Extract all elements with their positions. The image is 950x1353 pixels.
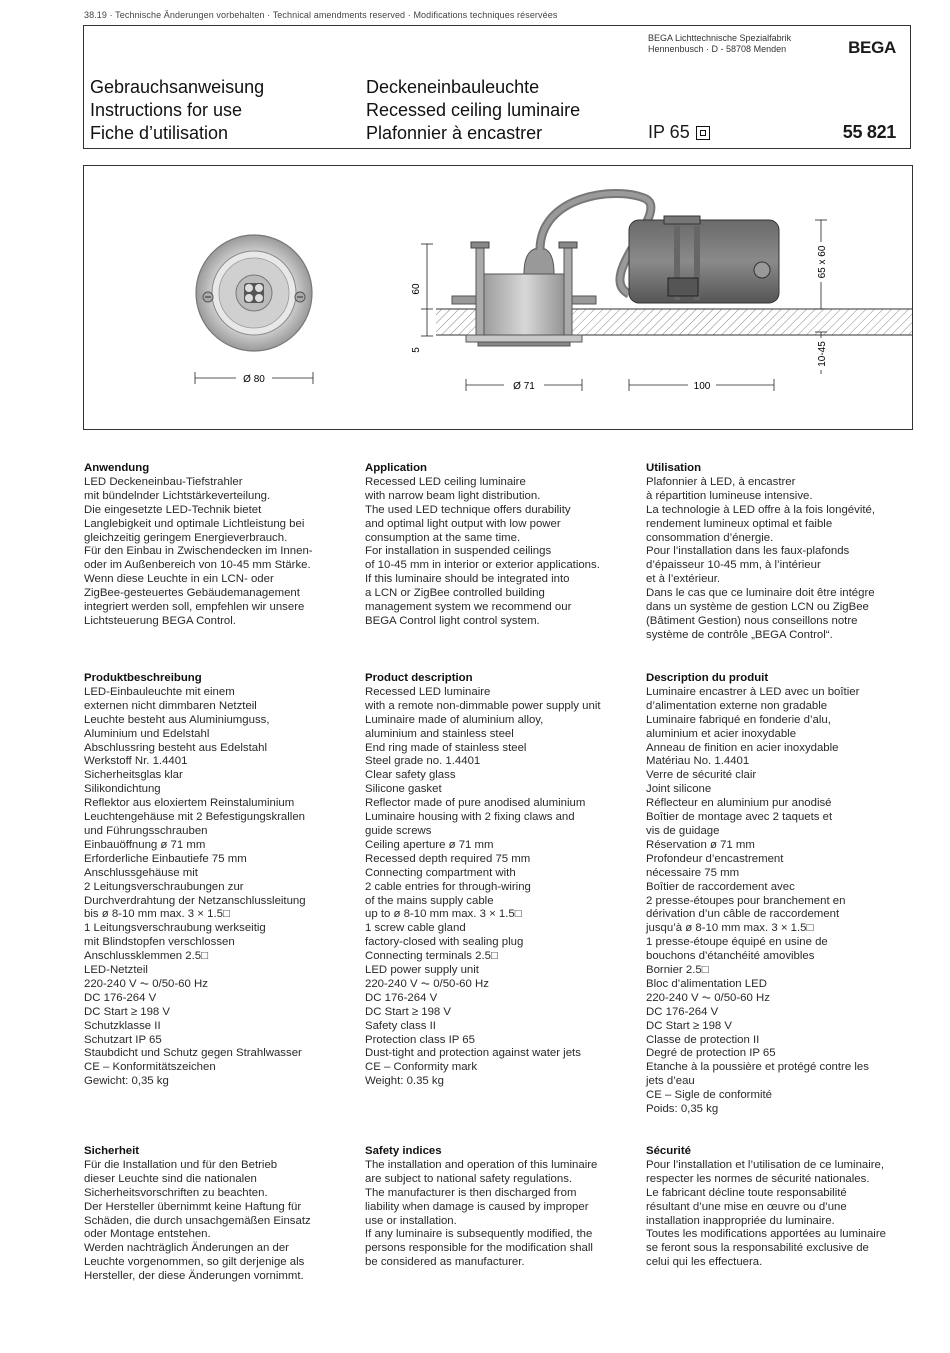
text-line: 1 presse-étoupe équipé en usine de — [646, 936, 828, 949]
text-line: Profondeur d’encastrement — [646, 852, 784, 865]
text-line: externen nicht dimmbaren Netzteil — [84, 699, 257, 712]
text-line: d’alimentation externe non gradable — [646, 699, 828, 712]
section-safety-en — [365, 1145, 597, 1270]
text-line: Dans le cas que ce luminaire doit être intégre — [646, 587, 875, 600]
text-line: ZigBee-gesteuertes Gebäudemanagement — [84, 587, 300, 600]
text-line: Leuchte vorgenommen, so gilt derjenige als — [84, 1256, 305, 1269]
text-line: vis de guidage — [646, 824, 720, 837]
text-line: Der Hersteller übernimmt keine Haftung für — [84, 1200, 302, 1213]
heading-product-de: Produktbeschreibung — [84, 672, 202, 684]
heading-application-en: Application — [365, 462, 428, 474]
technical-drawing — [84, 166, 913, 430]
text-line: Luminaire housing with 2 fixing claws and — [365, 811, 575, 824]
text-line: Recessed LED ceiling luminaire — [365, 475, 526, 488]
text-line: Gewicht: 0,35 kg — [84, 1075, 169, 1088]
text-line: Etanche à la poussière et protégé contre les — [646, 1061, 869, 1074]
text-line: Classe de protection II — [646, 1033, 760, 1046]
text-line: LED power supply unit — [365, 964, 479, 977]
text-line: 2 presse-étoupes pour branchement en — [646, 894, 846, 907]
text-line: oder im Außenbereich von 10-45 mm Stärke. — [84, 559, 311, 572]
section-application-de — [84, 462, 313, 629]
document-type-titles — [90, 76, 264, 145]
section-product-en — [365, 672, 601, 1089]
height-dimension — [410, 244, 433, 353]
text-line: Joint silicone — [646, 783, 712, 796]
text-product-fr — [646, 686, 869, 1117]
text-line: a LCN or ZigBee controlled building — [365, 587, 545, 600]
text-line: (Bâtiment Gestion) nous conseillons notre — [646, 614, 858, 627]
text-line: Schäden, die durch unsachgemäßen Einsatz — [84, 1214, 311, 1227]
company-line-2: Hennenbusch · D - 58708 Menden — [648, 44, 787, 54]
text-line: management system we recommend our — [365, 601, 572, 614]
text-line: et à l’extérieur. — [646, 573, 721, 586]
text-line: Dust-tight and protection against water jets — [365, 1047, 581, 1060]
text-line: LED-Netzteil — [84, 964, 148, 977]
text-line: Toutes les modifications apportées au luminaire — [646, 1228, 886, 1241]
section-safety-fr — [646, 1145, 886, 1270]
text-safety-de — [84, 1159, 311, 1284]
text-line: mit bündelnder Lichtstärkeverteilung. — [84, 489, 271, 502]
text-line: Sicherheitsglas klar — [84, 769, 183, 782]
text-line: with narrow beam light distribution. — [365, 489, 541, 502]
dim-side-diameter-label: Ø 71 — [513, 381, 535, 392]
text-line: Schutzklasse II — [84, 1019, 161, 1032]
section-product-de — [84, 672, 306, 1089]
text-line: oder Montage entstehen. — [84, 1228, 211, 1241]
text-line: 220-240 V ⏦ 0/50-60 Hz — [365, 977, 489, 990]
text-line: BEGA Control light control system. — [365, 614, 540, 627]
text-line: und Führungsschrauben — [84, 824, 208, 837]
company-line-1: BEGA Lichttechnische Spezialfabrik — [648, 33, 792, 43]
text-line: of the mains supply cable — [365, 894, 494, 907]
text-line: jusqu’à ø 8-10 mm max. 3 × 1.5□ — [646, 922, 814, 935]
text-line: 2 Leitungsverschraubungen zur — [84, 880, 244, 893]
protection-class-ii-icon — [696, 126, 710, 140]
section-application-fr — [646, 462, 875, 643]
text-application-de — [84, 476, 313, 629]
text-application-fr — [646, 476, 875, 643]
text-line: Anschlussgehäuse mit — [84, 866, 198, 879]
text-line: Wenn diese Leuchte in ein LCN- oder — [84, 573, 274, 586]
text-line: Le fabricant décline toute responsabilité — [646, 1186, 847, 1199]
text-line: Pour l’installation et l’utilisation de ce luminaire, — [646, 1158, 885, 1171]
text-line: Safety class II — [365, 1019, 436, 1032]
text-line: Einbauöffnung ø 71 mm — [84, 838, 206, 851]
text-line: Erforderliche Einbautiefe 75 mm — [84, 852, 247, 865]
text-line: dérivation d’un câble de raccordement — [646, 908, 840, 921]
heading-application-fr: Utilisation — [646, 462, 702, 474]
text-line: mit Blindstopfen verschlossen — [84, 936, 235, 949]
text-line: Clear safety glass — [365, 769, 456, 782]
text-line: aluminium and stainless steel — [365, 727, 514, 740]
product-title-en: Recessed ceiling luminaire — [366, 100, 581, 120]
text-line: Boîtier de raccordement avec — [646, 880, 795, 893]
dim-driver-length-label: 100 — [693, 381, 711, 392]
text-line: integriert werden soll, empfehlen wir unsere — [84, 601, 305, 614]
text-line: DC 176-264 V — [365, 991, 438, 1004]
text-line: End ring made of stainless steel — [365, 741, 527, 754]
text-line: Verre de sécurité clair — [646, 769, 757, 782]
text-line: of 10-45 mm in interior or exterior applications. — [365, 559, 600, 572]
text-line: CE – Sigle de conformité — [646, 1089, 772, 1102]
text-line: Schutzart IP 65 — [84, 1033, 162, 1046]
ip-rating-text: IP 65 — [648, 122, 690, 142]
text-line: consommation d’énergie. — [646, 531, 774, 544]
text-safety-en — [365, 1159, 597, 1270]
text-line: aluminium et acier inoxydable — [646, 727, 797, 740]
text-line: Connecting terminals 2.5□ — [365, 950, 498, 963]
text-line: Leuchtengehäuse mit 2 Befestigungskrallen — [84, 811, 305, 824]
text-line: se feront sous la responsabilité exclusive de — [646, 1242, 869, 1255]
text-line: For installation in suspended ceilings — [365, 545, 552, 558]
text-line: Boîtier de montage avec 2 taquets et — [646, 811, 833, 824]
text-line: If any luminaire is subsequently modified, the — [365, 1228, 593, 1241]
company-address — [648, 33, 791, 55]
text-line: liability when damage is caused by improper — [365, 1200, 589, 1213]
text-line: Die eingesetzte LED-Technik bietet — [84, 503, 262, 516]
text-line: The installation and operation of this luminaire — [365, 1158, 598, 1171]
heading-safety-fr: Sécurité — [646, 1145, 691, 1157]
text-line: Für die Installation und für den Betrieb — [84, 1158, 278, 1171]
side-diameter-dimension — [466, 378, 582, 392]
text-line: d’épaisseur 10-45 mm, à l’intérieur — [646, 559, 821, 572]
text-line: DC 176-264 V — [646, 1005, 719, 1018]
text-line: Silicone gasket — [365, 783, 442, 796]
ceiling-thickness-dimension — [813, 332, 829, 374]
text-line: respecter les normes de sécurité nationales. — [646, 1172, 870, 1185]
text-line: Luminaire fabriqué en fonderie d’alu, — [646, 713, 831, 726]
text-line: Langlebigkeit und optimale Lichtleistung bei — [84, 517, 305, 530]
text-product-de — [84, 686, 306, 1089]
text-line: 2 cable entries for through-wiring — [365, 880, 531, 893]
text-line: Werkstoff Nr. 1.4401 — [84, 755, 188, 768]
product-title-fr: Plafonnier à encastrer — [366, 123, 543, 143]
text-line: Staubdicht und Schutz gegen Strahlwasser — [84, 1047, 302, 1060]
driver-section-dimension — [813, 220, 829, 309]
dim-front-diameter-label: Ø 80 — [243, 374, 265, 385]
dim-ceiling-thickness-label: 10-45 — [817, 341, 828, 367]
text-line: installation inappropriée du luminaire. — [646, 1214, 835, 1227]
section-application-en — [365, 462, 600, 629]
front-view — [196, 235, 312, 351]
text-line: are subject to national safety regulations. — [365, 1172, 573, 1185]
text-line: Abschlussring besteht aus Edelstahl — [84, 741, 267, 754]
text-line: Leuchte besteht aus Aluminiumguss, — [84, 713, 270, 726]
text-product-en — [365, 686, 601, 1089]
text-line: Recessed depth required 75 mm — [365, 852, 531, 865]
text-line: Lichtsteuerung BEGA Control. — [84, 614, 236, 627]
text-line: factory-closed with sealing plug — [365, 936, 524, 949]
text-line: Plafonnier à LED, à encastrer — [646, 475, 796, 488]
front-diameter-dimension — [195, 371, 313, 385]
heading-safety-de: Sicherheit — [84, 1145, 140, 1157]
text-line: CE – Konformitätszeichen — [84, 1061, 216, 1074]
text-line: Aluminium und Edelstahl — [84, 727, 210, 740]
text-line: Ceiling aperture ø 71 mm — [365, 838, 494, 851]
text-line: dieser Leuchte sind die nationalen — [84, 1172, 257, 1185]
section-product-fr — [646, 672, 869, 1117]
header-box — [83, 25, 911, 149]
text-line: rendement lumineux optimal et faible — [646, 517, 833, 530]
text-line: use or installation. — [365, 1214, 457, 1227]
text-line: Hersteller, der diese Änderungen vornimmt. — [84, 1270, 304, 1283]
text-line: The manufacturer is then discharged from — [365, 1186, 577, 1199]
text-line: bis ø 8-10 mm max. 3 × 1.5□ — [84, 908, 230, 921]
text-line: 1 Leitungsverschraubung werkseitig — [84, 922, 266, 935]
text-line: 1 screw cable gland — [365, 922, 466, 935]
text-line: with a remote non-dimmable power supply unit — [365, 699, 601, 712]
text-line: Luminaire made of aluminium alloy, — [365, 713, 544, 726]
heading-product-fr: Description du produit — [646, 672, 769, 684]
text-line: CE – Conformity mark — [365, 1061, 478, 1074]
text-line: Reflektor aus eloxiertem Reinstaluminium — [84, 797, 295, 810]
doc-title-de: Gebrauchsanweisung — [90, 77, 265, 97]
dim-driver-section-label: 65 x 60 — [817, 245, 828, 279]
text-line: dans un système de gestion LCN ou ZigBee — [646, 601, 869, 614]
text-line: consumption at the same time. — [365, 531, 521, 544]
text-line: Durchverdrahtung der Netzanschlussleitung — [84, 894, 306, 907]
text-line: Poids: 0,35 kg — [646, 1103, 719, 1116]
text-line: Werden nachträglich Änderungen an der — [84, 1242, 289, 1255]
text-line: Protection class IP 65 — [365, 1033, 475, 1046]
article-number: 55 821 — [842, 122, 896, 142]
text-line: LED-Einbauleuchte mit einem — [84, 685, 235, 698]
text-line: Bornier 2.5□ — [646, 964, 709, 977]
doc-title-en: Instructions for use — [90, 100, 243, 120]
text-line: Anschlussklemmen 2.5□ — [84, 950, 209, 963]
text-line: Réservation ø 71 mm — [646, 838, 755, 851]
text-line: Für den Einbau in Zwischendecken im Innen- — [84, 545, 313, 558]
text-line: celui qui les effectuera. — [646, 1256, 763, 1269]
text-line: DC Start ≥ 198 V — [84, 1005, 171, 1018]
text-line: up to ø 8-10 mm max. 3 × 1.5□ — [365, 908, 522, 921]
text-line: résultant d’une mise en œuvre ou d’une — [646, 1200, 847, 1213]
dim-ring-label: 5 — [411, 347, 422, 353]
text-line: Reflector made of pure anodised aluminium — [365, 797, 586, 810]
dim-height-label: 60 — [411, 283, 422, 295]
text-line: jets d’eau — [646, 1075, 695, 1088]
text-line: LED Deckeneinbau-Tiefstrahler — [84, 475, 243, 488]
text-line: Réflecteur en aluminium pur anodisé — [646, 797, 832, 810]
ip-rating — [648, 122, 710, 143]
brand-logo: BEGA — [848, 38, 896, 57]
text-line: and optimal light output with low power — [365, 517, 561, 530]
product-title-de: Deckeneinbauleuchte — [366, 77, 540, 97]
text-line: gleichzeitig geringem Energieverbrauch. — [84, 531, 288, 544]
text-line: DC Start ≥ 198 V — [646, 1019, 733, 1032]
text-line: bouchons d’étanchéité amovibles — [646, 950, 815, 963]
text-line: Sicherheitsvorschriften zu beachten. — [84, 1186, 268, 1199]
text-safety-fr — [646, 1159, 886, 1270]
text-line: Luminaire encastrer à LED avec un boîtier — [646, 685, 860, 698]
text-line: Bloc d’alimentation LED — [646, 977, 767, 990]
text-line: Matériau No. 1.4401 — [646, 755, 750, 768]
text-line: DC Start ≥ 198 V — [365, 1005, 452, 1018]
text-line: Connecting compartment with — [365, 866, 516, 879]
heading-product-en: Product description — [365, 672, 473, 684]
text-line: système de contrôle „BEGA Control“. — [646, 628, 833, 641]
technical-drawing-frame — [83, 165, 913, 430]
text-line: Recessed LED luminaire — [365, 685, 491, 698]
text-line: Silikondichtung — [84, 783, 161, 796]
revision-notice: 38.19 · Technische Änderungen vorbehalten · Technical amendments reserved · Modifications techniques réservées — [84, 10, 558, 20]
power-supply-unit — [629, 216, 779, 303]
text-line: Weight: 0.35 kg — [365, 1075, 444, 1088]
text-line: La technologie à LED offre à la fois longévité, — [646, 503, 876, 516]
text-application-en — [365, 476, 600, 629]
text-line: Steel grade no. 1.4401 — [365, 755, 481, 768]
text-line: If this luminaire should be integrated into — [365, 573, 570, 586]
text-line: The used LED technique offers durability — [365, 503, 571, 516]
text-line: DC 176-264 V — [84, 991, 157, 1004]
text-line: Pour l’installation dans les faux-plafonds — [646, 545, 850, 558]
text-line: be considered as manufacturer. — [365, 1256, 525, 1269]
text-line: 220-240 V ⏦ 0/50-60 Hz — [646, 991, 770, 1004]
text-line: Anneau de finition en acier inoxydable — [646, 741, 839, 754]
doc-title-fr: Fiche d’utilisation — [90, 123, 229, 143]
heading-safety-en: Safety indices — [365, 1145, 442, 1157]
driver-length-dimension — [629, 378, 774, 392]
heading-application-de: Anwendung — [84, 462, 150, 474]
text-line: Degré de protection IP 65 — [646, 1047, 776, 1060]
text-line: guide screws — [365, 824, 432, 837]
text-line: à répartition lumineuse intensive. — [646, 489, 813, 502]
section-safety-de — [84, 1145, 311, 1284]
text-line: 220-240 V ⏦ 0/50-60 Hz — [84, 977, 208, 990]
text-line: persons responsible for the modification shall — [365, 1242, 593, 1255]
product-titles — [366, 76, 580, 145]
text-line: nécessaire 75 mm — [646, 866, 740, 879]
